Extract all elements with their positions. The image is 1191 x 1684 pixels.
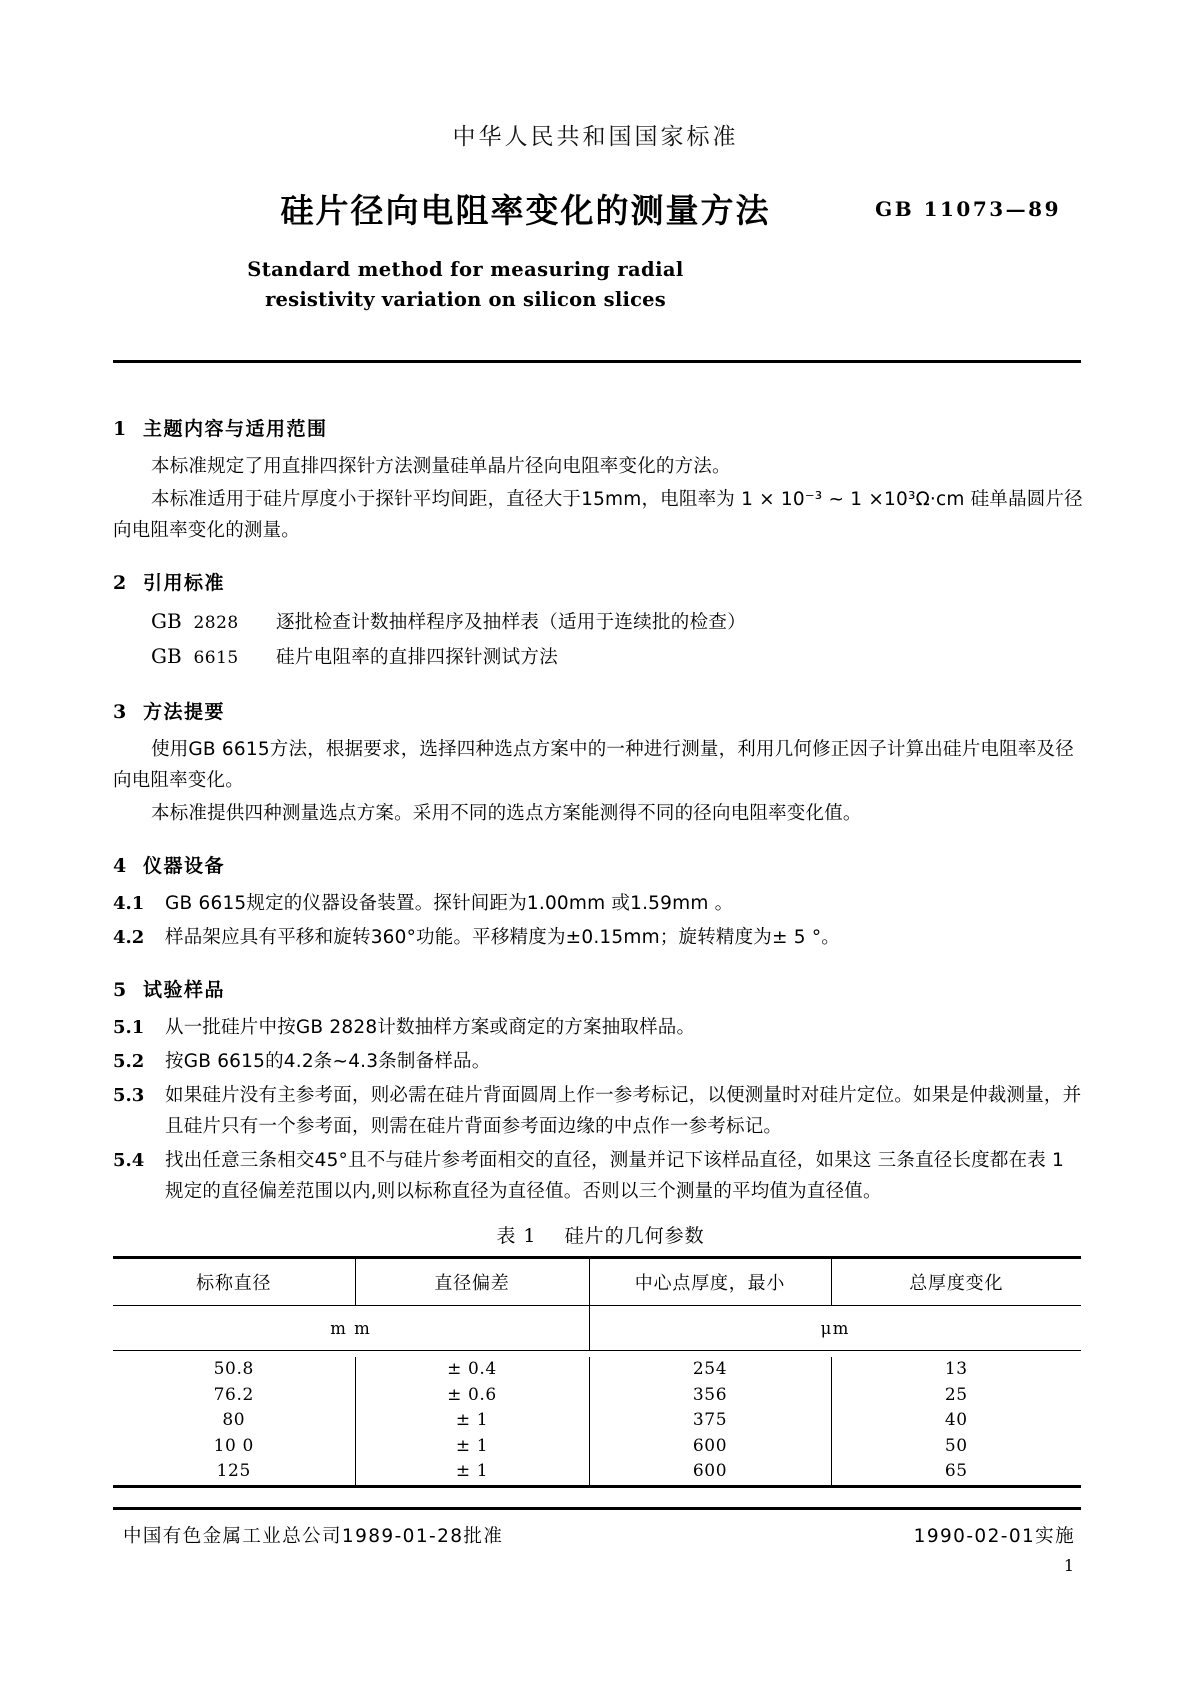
section-title: 主题内容与适用范围: [143, 418, 328, 440]
unit-micrometer: μm: [589, 1306, 1081, 1351]
section-heading-5: [113, 975, 1088, 1002]
clause-number: 5.1: [113, 1017, 145, 1038]
section-title: 试验样品: [143, 979, 226, 1001]
cell-total-thickness-variation-column: [831, 1357, 1081, 1486]
section-title: 方法提要: [143, 701, 226, 723]
geometry-parameters-table: [113, 1256, 1081, 1488]
table-cell: 50.8: [213, 1359, 254, 1379]
clause-text: GB 6615规定的仪器设备装置。探针间距为1.00mm 或1.59mm 。: [165, 893, 734, 914]
table-cell: ± 1: [455, 1410, 489, 1430]
section-number: 1: [113, 418, 127, 440]
clause-text: 样品架应具有平移和旋转360°功能。平移精度为±0.15mm；旋转精度为± 5 °。: [165, 927, 840, 948]
table-cell: 375: [692, 1410, 728, 1430]
unit-mm: m m: [113, 1306, 589, 1351]
clause: [113, 922, 1088, 953]
english-title-line1: Standard method for measuring radial: [247, 258, 684, 281]
english-title-line2: resistivity variation on silicon slices: [265, 288, 666, 311]
masthead: [0, 118, 1191, 151]
standard-number: GB 11073—89: [875, 197, 1061, 221]
paragraph: 本标准适用于硅片厚度小于探针平均间距，直径大于15mm，电阻率为 1 × 10⁻³ ~ 1 ×10³Ω·cm 硅单晶圆片径向电阻率变化的测量。: [113, 489, 1083, 541]
section-heading-2: [113, 568, 1088, 595]
table-header-row: [113, 1259, 1081, 1306]
national-standard-line: 中华人民共和国国家标准: [452, 124, 739, 150]
reference-item: [113, 605, 1088, 640]
table-data-row-group: [113, 1357, 1081, 1486]
section-number: 2: [113, 572, 127, 594]
paragraph: 使用GB 6615方法，根据要求，选择四种选点方案中的一种进行测量，利用几何修正因子计算出硅片电阻率及径向电阻率变化。: [113, 739, 1074, 791]
section-heading-4: [113, 851, 1088, 878]
table-cell: 13: [944, 1359, 968, 1379]
cell-nominal-diameter-column: [113, 1357, 355, 1486]
section-number: 5: [113, 979, 127, 1001]
table-cell: 25: [944, 1384, 968, 1405]
english-title: [0, 255, 1061, 315]
column-header-diameter-deviation: 直径偏差: [355, 1259, 589, 1306]
table-unit-row: [113, 1306, 1081, 1351]
table-cell: 76.2: [213, 1384, 254, 1405]
approval-statement: 中国有色金属工业总公司1989-01-28批准: [123, 1526, 504, 1547]
table-cell: 600: [692, 1435, 728, 1456]
table-cell: 80: [222, 1410, 246, 1430]
cell-center-thickness-column: [589, 1357, 831, 1486]
column-header-center-thickness-min: 中心点厚度，最小: [589, 1259, 831, 1306]
reference-number: GB 6615: [151, 644, 239, 668]
cell-diameter-deviation-column: [355, 1357, 589, 1486]
table-cell: 254: [692, 1359, 728, 1379]
section-heading-3: [113, 697, 1088, 724]
page-title: 硅片径向电阻率变化的测量方法: [280, 191, 771, 230]
table-cell: ± 1: [455, 1435, 489, 1456]
table-cell: ± 0.4: [447, 1359, 497, 1379]
page-footer: [113, 1522, 1081, 1548]
paragraph: 本标准提供四种测量选点方案。采用不同的选点方案能测得不同的径向电阻率变化值。: [151, 803, 862, 824]
reference-title: 逐批检查计数抽样程序及抽样表（适用于连续批的检查）: [276, 612, 747, 633]
table-cell: 65: [944, 1461, 968, 1481]
clause-text: 找出任意三条相交45°且不与硅片参考面相交的直径，测量并记下该样品直径，如果这 三条直径长度都在表 1 规定的直径偏差范围以内,则以标称直径为直径值。否则以三个测量的平均值为直径值。: [165, 1150, 1065, 1202]
column-header-nominal-diameter: 标称直径: [113, 1259, 355, 1306]
table-caption-number: 表 1: [496, 1225, 537, 1247]
clause-text: 如果硅片没有主参考面，则必需在硅片背面圆周上作一参考标记，以便测量时对硅片定位。如果是仲裁测量，并且硅片只有一个参考面，则需在硅片背面参考面边缘的中点作一参考标记。: [165, 1085, 1082, 1137]
table-cell: 356: [692, 1384, 728, 1405]
section-number: 3: [113, 701, 127, 723]
table-cell: 125: [216, 1461, 251, 1481]
clause-text: 从一批硅片中按GB 2828计数抽样方案或商定的方案抽取样品。: [165, 1017, 696, 1038]
section-title: 仪器设备: [143, 855, 226, 877]
section-number: 4: [113, 855, 127, 877]
clause-number: 5.4: [113, 1150, 145, 1171]
clause: [113, 888, 1088, 919]
clause: [113, 1012, 1088, 1043]
clause-number: 4.1: [113, 893, 145, 914]
table-cell: 600: [692, 1461, 728, 1481]
table-cell: ± 1: [455, 1461, 489, 1481]
document-body: [113, 392, 1088, 1488]
reference-number: GB 2828: [151, 609, 239, 633]
paragraph: 本标准规定了用直排四探针方法测量硅单晶片径向电阻率变化的方法。: [151, 456, 731, 477]
header-divider: [113, 360, 1081, 363]
clause-number: 5.2: [113, 1051, 145, 1072]
table-cell: 10 0: [213, 1435, 254, 1456]
clause-number: 4.2: [113, 927, 145, 948]
table-bottom-rule: [113, 1486, 1081, 1488]
table-caption-text: 硅片的几何参数: [564, 1225, 705, 1247]
section-heading-1: [113, 414, 1088, 441]
clause: [113, 1145, 1088, 1207]
column-header-total-thickness-variation: 总厚度变化: [831, 1259, 1081, 1306]
title-row: [0, 185, 1191, 235]
table-cell: ± 0.6: [447, 1384, 497, 1405]
table-cell: 40: [944, 1410, 968, 1430]
reference-title: 硅片电阻率的直排四探针测试方法: [276, 647, 559, 668]
table-caption: [113, 1221, 1088, 1248]
section-title: 引用标准: [143, 572, 226, 594]
reference-item: [113, 640, 1088, 675]
effective-date-statement: 1990-02-01实施: [913, 1526, 1075, 1547]
clause-text: 按GB 6615的4.2条~4.3条制备样品。: [165, 1051, 491, 1072]
table-cell: 50: [944, 1435, 968, 1456]
page-number: 1: [1063, 1556, 1074, 1575]
clause: [113, 1080, 1088, 1142]
footer-divider: [113, 1507, 1081, 1510]
clause: [113, 1046, 1088, 1077]
clause-number: 5.3: [113, 1085, 145, 1106]
